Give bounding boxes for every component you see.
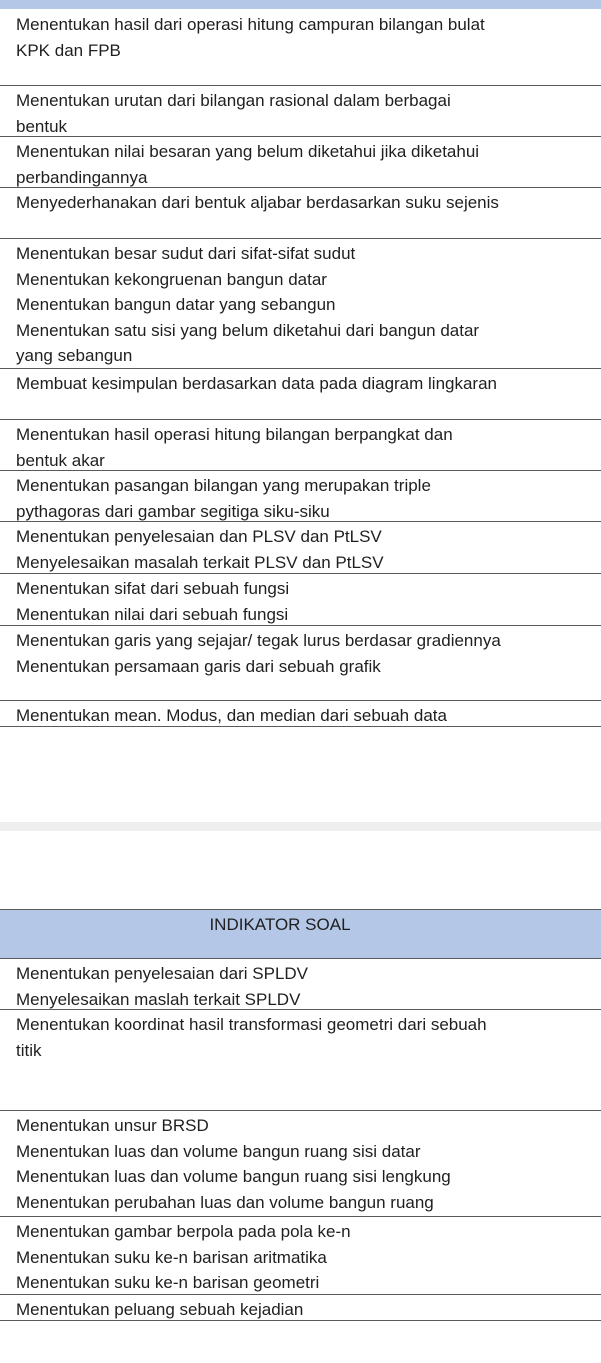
indicator-text: Membuat kesimpulan berdasarkan data pada diagram lingkaran [16, 374, 498, 393]
indicator-text: Menentukan sifat dari sebuah fungsi [16, 579, 290, 598]
indicator-text: Menentukan satu sisi yang belum diketahui dari bangun datar [16, 320, 480, 340]
indicator-text: Menentukan nilai dari sebuah fungsi [16, 604, 289, 624]
indicator-text: Menentukan hasil dari operasi hitung campuran bilangan bulat [16, 15, 485, 34]
indicator-text: Menentukan penyelesaian dari SPLDV [16, 964, 309, 983]
table-row [0, 1295, 601, 1321]
indicator-text: Menentukan penyelesaian dan PLSV dan PtLSV [16, 527, 382, 546]
table-row [0, 1111, 601, 1217]
indicator-text: Menentukan kekongruenan bangun datar [16, 269, 327, 289]
indicator-text: pythagoras dari gambar segitiga siku-siku [16, 501, 330, 521]
table-row [0, 1217, 601, 1295]
indicator-text: Menentukan bangun datar yang sebangun [16, 295, 336, 315]
indicator-text: Menentukan garis yang sejajar/ tegak lurus berdasar gradiennya [16, 631, 501, 650]
table-row [0, 522, 601, 574]
indicator-text: Menentukan unsur BRSD [16, 1116, 209, 1135]
indicator-text: Menentukan luas dan volume bangun ruang sisi datar [16, 1141, 421, 1161]
table-row [0, 420, 601, 471]
indicator-text: Menentukan suku ke-n barisan geometri [16, 1273, 320, 1293]
table-row [0, 137, 601, 188]
indicator-text: Menyelesaikan masalah terkait PLSV dan PtLSV [16, 552, 384, 572]
indicator-text: Menentukan besar sudut dari sifat-sifat sudut [16, 244, 356, 263]
table-row [0, 86, 601, 137]
indicator-text: perbandingannya [16, 167, 148, 187]
indicator-text: KPK dan FPB [16, 40, 121, 60]
indicator-text: Menentukan koordinat hasil transformasi geometri dari sebuah [16, 1015, 487, 1034]
table-row [0, 626, 601, 701]
indicator-text: Menentukan hasil operasi hitung bilangan berpangkat dan [16, 425, 453, 444]
indicator-text: yang sebangun [16, 346, 133, 366]
page-separator [0, 822, 601, 831]
column-header-indikator-soal: INDIKATOR SOAL [209, 915, 351, 934]
indicator-text: Menentukan nilai besaran yang belum diketahui jika diketahui [16, 142, 480, 161]
table-row [0, 471, 601, 522]
indicator-text: Menentukan peluang sebuah kejadian [16, 1300, 304, 1319]
lower-indicator-table [0, 959, 601, 1321]
indicator-text: titik [16, 1040, 42, 1060]
upper-indicator-table [0, 10, 601, 727]
table-header [0, 909, 601, 959]
header-band-top [0, 0, 601, 9]
table-row [0, 959, 601, 1010]
indicator-text: bentuk akar [16, 450, 105, 470]
table-row [0, 1010, 601, 1111]
table-row [0, 701, 601, 727]
table-row [0, 188, 601, 239]
indicator-text: Menentukan gambar berpola pada pola ke-n [16, 1222, 351, 1241]
indicator-text: Menentukan mean. Modus, dan median dari sebuah data [16, 706, 447, 725]
indicator-text: Menentukan suku ke-n barisan aritmatika [16, 1247, 327, 1267]
table-row [0, 10, 601, 86]
table-row [0, 369, 601, 420]
table-row [0, 574, 601, 626]
indicator-text: Menentukan perubahan luas dan volume bangun ruang [16, 1192, 434, 1212]
table-row [0, 239, 601, 369]
indicator-text: Menentukan urutan dari bilangan rasional dalam berbagai [16, 91, 451, 110]
indicator-text: Menentukan pasangan bilangan yang merupakan triple [16, 476, 431, 495]
indicator-text: Menentukan luas dan volume bangun ruang sisi lengkung [16, 1167, 451, 1187]
indicator-text: Menyederhanakan dari bentuk aljabar berdasarkan suku sejenis [16, 193, 499, 212]
indicator-text: bentuk [16, 116, 68, 136]
indicator-text: Menyelesaikan maslah terkait SPLDV [16, 989, 301, 1009]
indicator-text: Menentukan persamaan garis dari sebuah grafik [16, 656, 381, 676]
